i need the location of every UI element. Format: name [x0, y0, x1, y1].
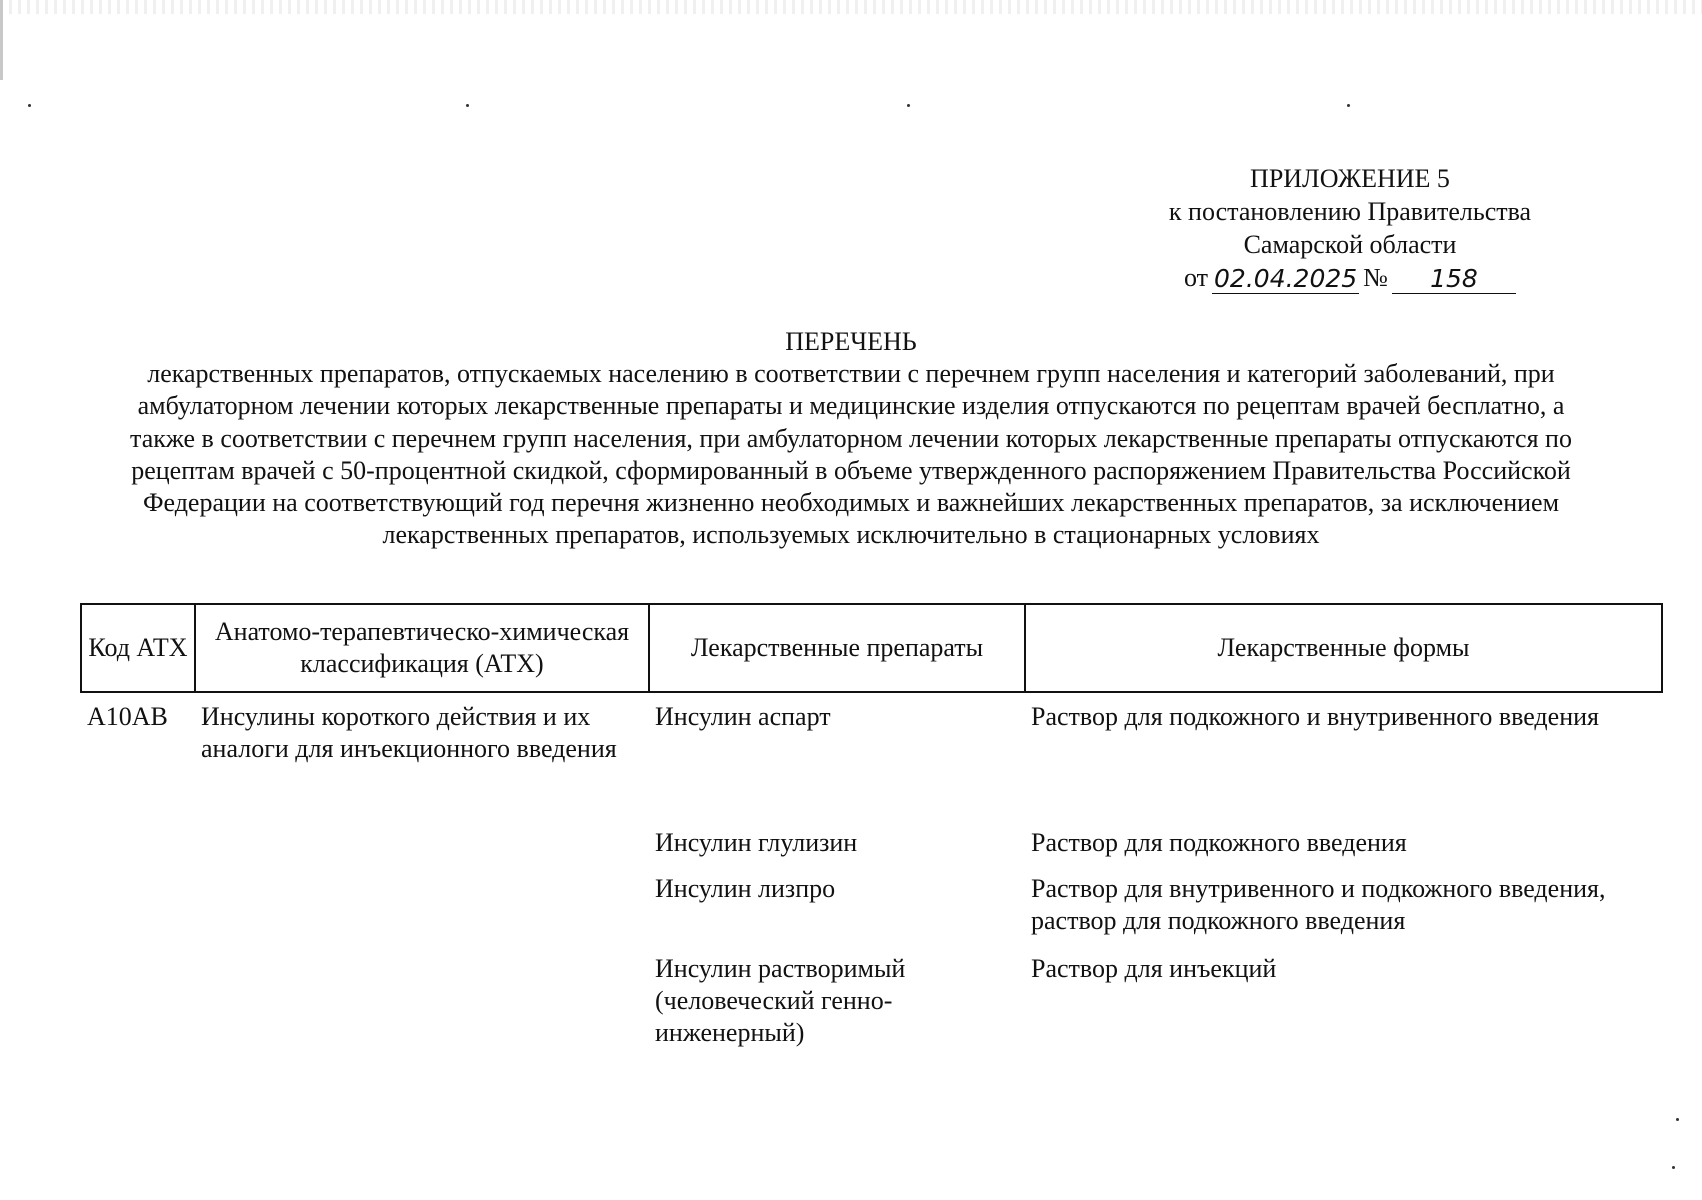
header-atc-classification: Анатомо-терапевтическо-химическая классификация (АТХ)	[195, 604, 649, 692]
date-prefix: от	[1184, 263, 1209, 292]
scan-speck	[1672, 1166, 1675, 1169]
table-row	[81, 692, 1662, 819]
cell-drug: Инсулин лизпро	[655, 874, 836, 903]
appendix-block	[1120, 162, 1580, 294]
date-number-line	[1120, 261, 1580, 294]
scan-speck	[907, 104, 910, 107]
table-header-row	[81, 604, 1662, 692]
cell-drug: Инсулин глулизин	[655, 828, 858, 857]
table-row	[81, 945, 1662, 1049]
appendix-line-2: Самарской области	[1243, 230, 1457, 259]
document-title: ПЕРЕЧЕНЬ	[785, 327, 917, 356]
cell-classification	[195, 819, 649, 865]
scan-speck	[466, 104, 469, 107]
drug-table	[80, 603, 1663, 1049]
scan-speck	[1676, 1118, 1679, 1121]
cell-classification	[195, 945, 649, 1049]
document-subtitle: лекарственных препаратов, отпускаемых населению в соответствии с перечнем групп населения и категорий заболеваний, при амбулаторном лечении которых лекарственные препараты и медицинские изделия отпускаются по рецептам врачей бесплатно, а также в соответствии с перечнем групп населения, при амбулаторном лечении которых лекарственные препараты отпускаются по рецептам врачей с 50-процентной скидкой, сформированный в объеме утвержденного распоряжением Правительства Российской Федерации на соответствующий год перечня жизненно необходимых и важнейших лекарственных препаратов, за исключением лекарственных препаратов, используемых исключительно в стационарных условиях	[130, 359, 1572, 550]
cell-drug: Инсулин растворимый (человеческий генно-инженерный)	[655, 954, 906, 1047]
appendix-title: ПРИЛОЖЕНИЕ 5	[1250, 164, 1450, 193]
cell-form: Раствор для инъекций	[1031, 954, 1277, 983]
header-atc-code: Код АТХ	[81, 604, 195, 692]
number-prefix: №	[1363, 263, 1388, 292]
scan-speck	[1347, 104, 1350, 107]
cell-code	[81, 945, 195, 1049]
scan-border-top	[0, 0, 1702, 14]
cell-form: Раствор для внутривенного и подкожного введения, раствор для подкожного введения	[1031, 874, 1606, 935]
table-row	[81, 865, 1662, 945]
scan-speck	[28, 104, 31, 107]
cell-classification	[195, 865, 649, 945]
table-row	[81, 819, 1662, 865]
appendix-line-1: к постановлению Правительства	[1168, 197, 1532, 226]
handwritten-number: 158	[1392, 265, 1516, 294]
cell-classification: Инсулины короткого действия и их аналоги для инъекционного введения	[201, 702, 617, 763]
header-drugs: Лекарственные препараты	[649, 604, 1025, 692]
cell-form: Раствор для подкожного введения	[1031, 828, 1407, 857]
cell-code: A10AB	[87, 702, 168, 731]
cell-code	[81, 865, 195, 945]
cell-form: Раствор для подкожного и внутривенного введения	[1031, 702, 1599, 731]
scan-border-left	[0, 0, 3, 80]
cell-drug: Инсулин аспарт	[655, 702, 831, 731]
header-dosage-forms: Лекарственные формы	[1025, 604, 1662, 692]
cell-code	[81, 819, 195, 865]
handwritten-date: 02.04.2025	[1214, 264, 1358, 293]
